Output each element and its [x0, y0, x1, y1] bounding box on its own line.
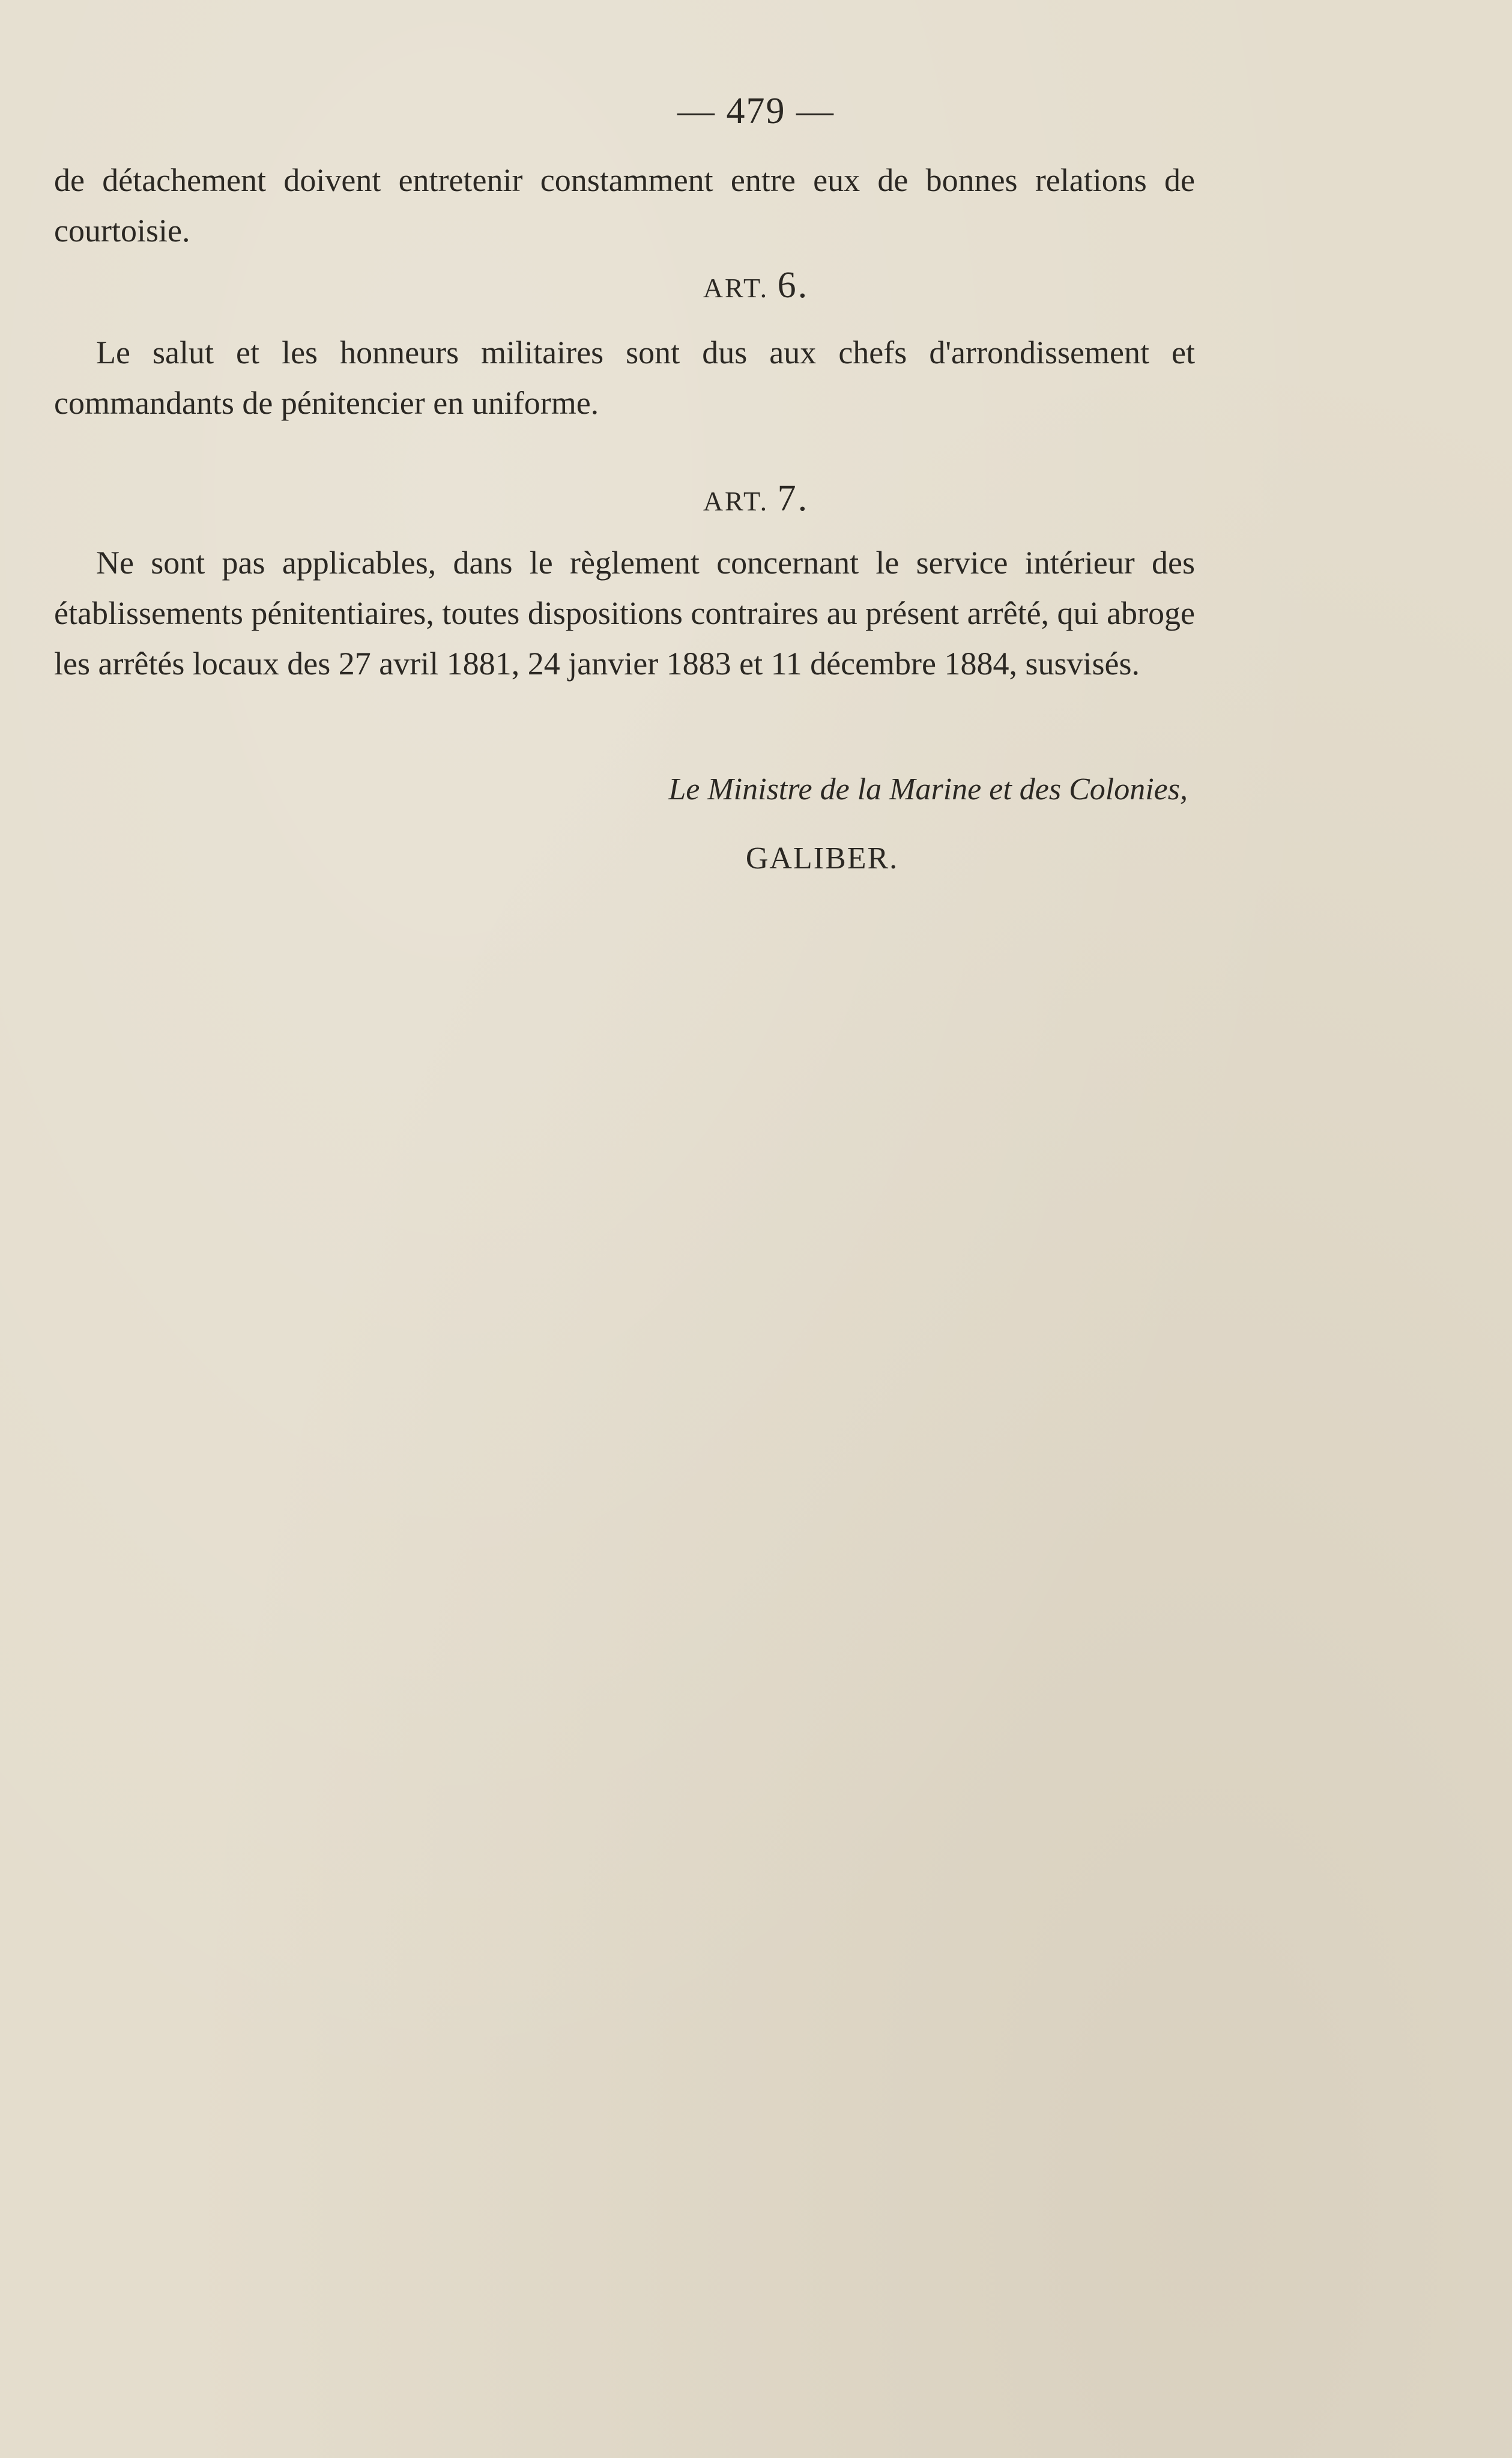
- article-6-number: 6.: [777, 265, 809, 306]
- article-6-heading: [0, 264, 1512, 307]
- article-6-label: ART.: [703, 273, 769, 303]
- article-6-text: Le salut et les honneurs militaires sont dus aux chefs d'arrondissement et commandants de pénitencier en uniforme.: [54, 334, 1195, 421]
- article-7-paragraph: [54, 537, 1195, 689]
- article-7-text: Ne sont pas applicables, dans le règlement concernant le service intérieur des établissements pénitentiaires, toutes dispositions contraires au présent arrêté, qui abroge les arrêtés locaux des 27 avril 1881, 24 janvier 1883 et 11 décembre 1884, susvisés.: [54, 545, 1195, 682]
- continuation-text: de détachement doivent entretenir constamment entre eux de bonnes relations de courtoisie.: [54, 162, 1195, 249]
- article-6-paragraph: [54, 327, 1195, 428]
- signature-title: Le Ministre de la Marine et des Colonies,: [668, 772, 1188, 807]
- article-7-label: ART.: [703, 486, 769, 516]
- article-7-number: 7.: [777, 478, 809, 519]
- signature-name: GALIBER.: [745, 841, 899, 876]
- article-7-heading: [0, 477, 1512, 520]
- continuation-paragraph: [54, 155, 1195, 256]
- page-number: — 479 —: [677, 91, 835, 132]
